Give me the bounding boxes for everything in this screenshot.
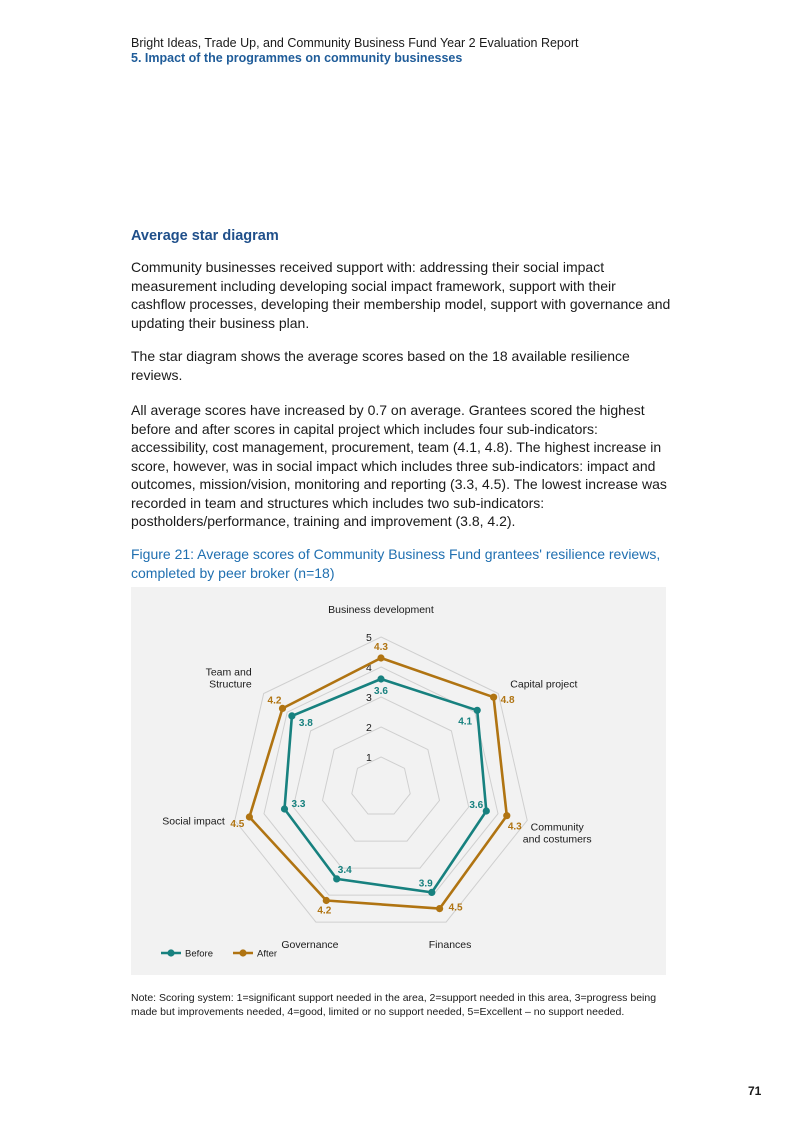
radar-chart xyxy=(131,587,666,975)
paragraph-3: All average scores have increased by 0.7 on average. Grantees scored the highest before and after scores in capital project which includes four sub-indicators: accessibility, cost management, procurement, team (4.1, 4.8). The highest increase in score, however, was in social impact which includes three sub-indicators: impact and outcomes, mission/vision, monitoring and reporting (3.3, 4.5). The lowest increase was recorded in team and structures which includes two sub-indicators: postholders/performance, training and improvement (3.8, 4.2). xyxy=(131,402,667,529)
data-point xyxy=(246,813,253,820)
data-label: 4.2 xyxy=(317,905,332,917)
data-point xyxy=(436,905,443,912)
data-label: 3.8 xyxy=(298,717,313,729)
data-label: 4.1 xyxy=(458,716,473,728)
radial-tick-label: 1 xyxy=(366,752,372,764)
axis-label: Social impact xyxy=(162,815,225,828)
axis-label: Community xyxy=(530,821,584,834)
radial-tick-label: 2 xyxy=(366,722,372,734)
radar-chart-panel xyxy=(131,587,666,975)
axis-label: Capital project xyxy=(510,678,578,691)
data-label: 4.5 xyxy=(230,819,245,831)
axis-label: Business development xyxy=(328,604,434,616)
legend-swatch-marker xyxy=(239,949,246,956)
page-number: 71 xyxy=(748,1084,762,1098)
paragraph-1: Community businesses received support with: addressing their social impact measurement including developing social impact framework, support with their cashflow processes, developing their membership model, support with governance and updating their business plan. xyxy=(131,259,671,331)
data-point xyxy=(377,654,384,661)
data-label: 4.3 xyxy=(374,642,388,653)
data-point xyxy=(483,807,490,814)
grid-ring-3 xyxy=(293,697,468,868)
grid-ring-1 xyxy=(352,757,410,814)
data-point xyxy=(428,889,435,896)
data-point xyxy=(281,805,288,812)
data-point xyxy=(288,712,295,719)
data-point xyxy=(323,897,330,904)
data-point xyxy=(490,694,497,701)
data-point xyxy=(333,875,340,882)
data-label: 3.4 xyxy=(337,864,352,876)
data-label: 4.3 xyxy=(507,821,522,833)
axis-label: Governance xyxy=(281,939,339,952)
report-title: Bright Ideas, Trade Up, and Community Business Fund Year 2 Evaluation Report xyxy=(131,36,579,50)
axis-label: Structure xyxy=(209,678,252,691)
data-point xyxy=(503,812,510,819)
paragraph-2: The star diagram shows the average scores based on the 18 available resilience reviews. xyxy=(131,348,630,383)
section-title: Average star diagram xyxy=(131,228,279,244)
data-label: 3.6 xyxy=(374,686,388,697)
axis-label: and costumers xyxy=(522,833,592,846)
legend-swatch-marker xyxy=(167,949,174,956)
data-label: 3.6 xyxy=(469,800,484,812)
series-line-before xyxy=(285,679,487,892)
data-label: 4.5 xyxy=(448,902,463,914)
legend-entry: Before xyxy=(185,948,213,960)
axis-label: Team and xyxy=(205,666,252,679)
radial-tick-label: 3 xyxy=(366,692,372,704)
figure-caption: Figure 21: Average scores of Community Business Fund grantees' resilience reviews, completed by peer broker (n=18) xyxy=(131,546,661,581)
radial-tick-label: 4 xyxy=(366,662,372,674)
axis-label: Finances xyxy=(428,939,472,952)
data-label: 4.2 xyxy=(267,695,282,707)
data-label: 3.3 xyxy=(291,799,306,811)
radial-tick-label: 5 xyxy=(366,632,372,644)
grid-ring-2 xyxy=(323,727,440,841)
scoring-note: Note: Scoring system: 1=significant support needed in the area, 2=support needed in this area, 3=progress being made but improvements needed, 4=good, limited or no support needed, 5=Excellent – no support needed. xyxy=(131,992,657,1018)
data-label: 4.8 xyxy=(500,695,515,707)
section-header: 5. Impact of the programmes on community businesses xyxy=(131,51,463,65)
data-point xyxy=(474,707,481,714)
data-point xyxy=(377,675,384,682)
legend-entry: After xyxy=(257,948,278,960)
data-label: 3.9 xyxy=(418,878,433,890)
